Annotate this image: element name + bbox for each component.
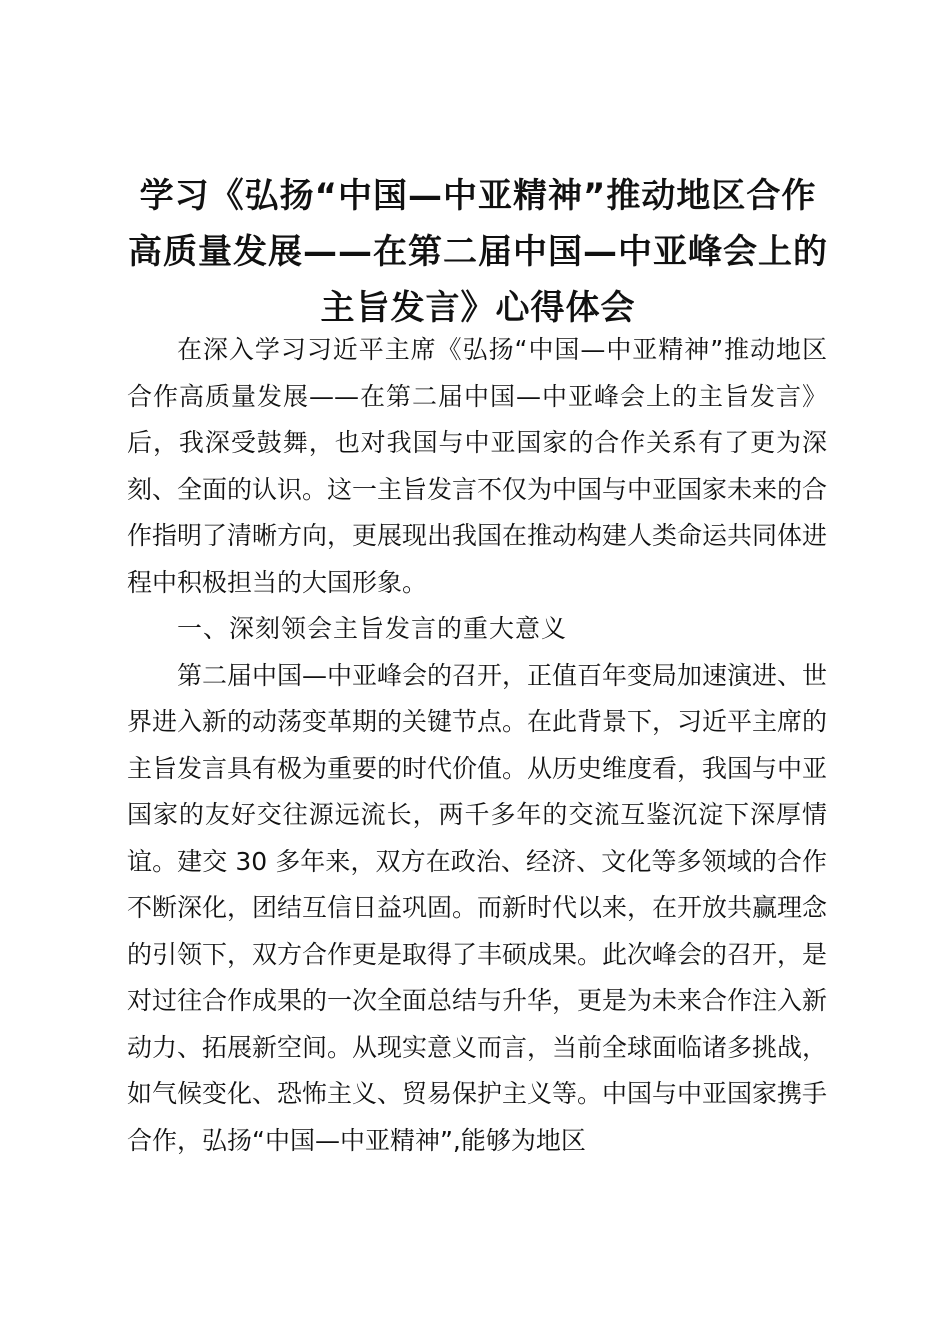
- document-body: [127, 327, 827, 1164]
- intro-paragraph: 在深入学习习近平主席《弘扬“中国—中亚精神”推动地区合作高质量发展——在第二届中国—中亚峰会上的主旨发言》后，我深受鼓舞，也对我国与中亚国家的合作关系有了更为深刻、全面的认识。这一主旨发言不仅为中国与中亚国家未来的合作指明了清晰方向，更展现出我国在推动构建人类命运共同体进程中积极担当的大国形象。: [127, 335, 828, 597]
- section-heading: 一、深刻领会主旨发言的重大意义: [177, 614, 568, 643]
- title-line-2: 高质量发展——在第二届中国—中亚峰会上的: [128, 232, 828, 272]
- title-line-3: 主旨发言》心得体会: [320, 288, 636, 328]
- section-paragraph: 第二届中国—中亚峰会的召开，正值百年变局加速演进、世界进入新的动荡变革期的关键节点。在此背景下，习近平主席的主旨发言具有极为重要的时代价值。从历史维度看，我国与中亚国家的友好交往源远流长，两千多年的交流互鉴沉淀下深厚情谊。建交 30 多年来，双方在政治、经济、文化等多领域的合作不断深化，团结互信日益巩固。而新时代以来，在开放共赢理念的引领下，双方合作更是取得了丰硕成果。此次峰会的召开，是对过往合作成果的一次全面总结与升华，更是为未来合作注入新动力、拓展新空间。从现实意义而言，当前全球面临诸多挑战，如气候变化、恐怖主义、贸易保护主义等。中国与中亚国家携手合作，弘扬“中国—中亚精神”,能够为地区: [127, 660, 828, 1155]
- document-title: [120, 168, 836, 336]
- title-line-1: 学习《弘扬“中国—中亚精神”推动地区合作: [139, 176, 817, 216]
